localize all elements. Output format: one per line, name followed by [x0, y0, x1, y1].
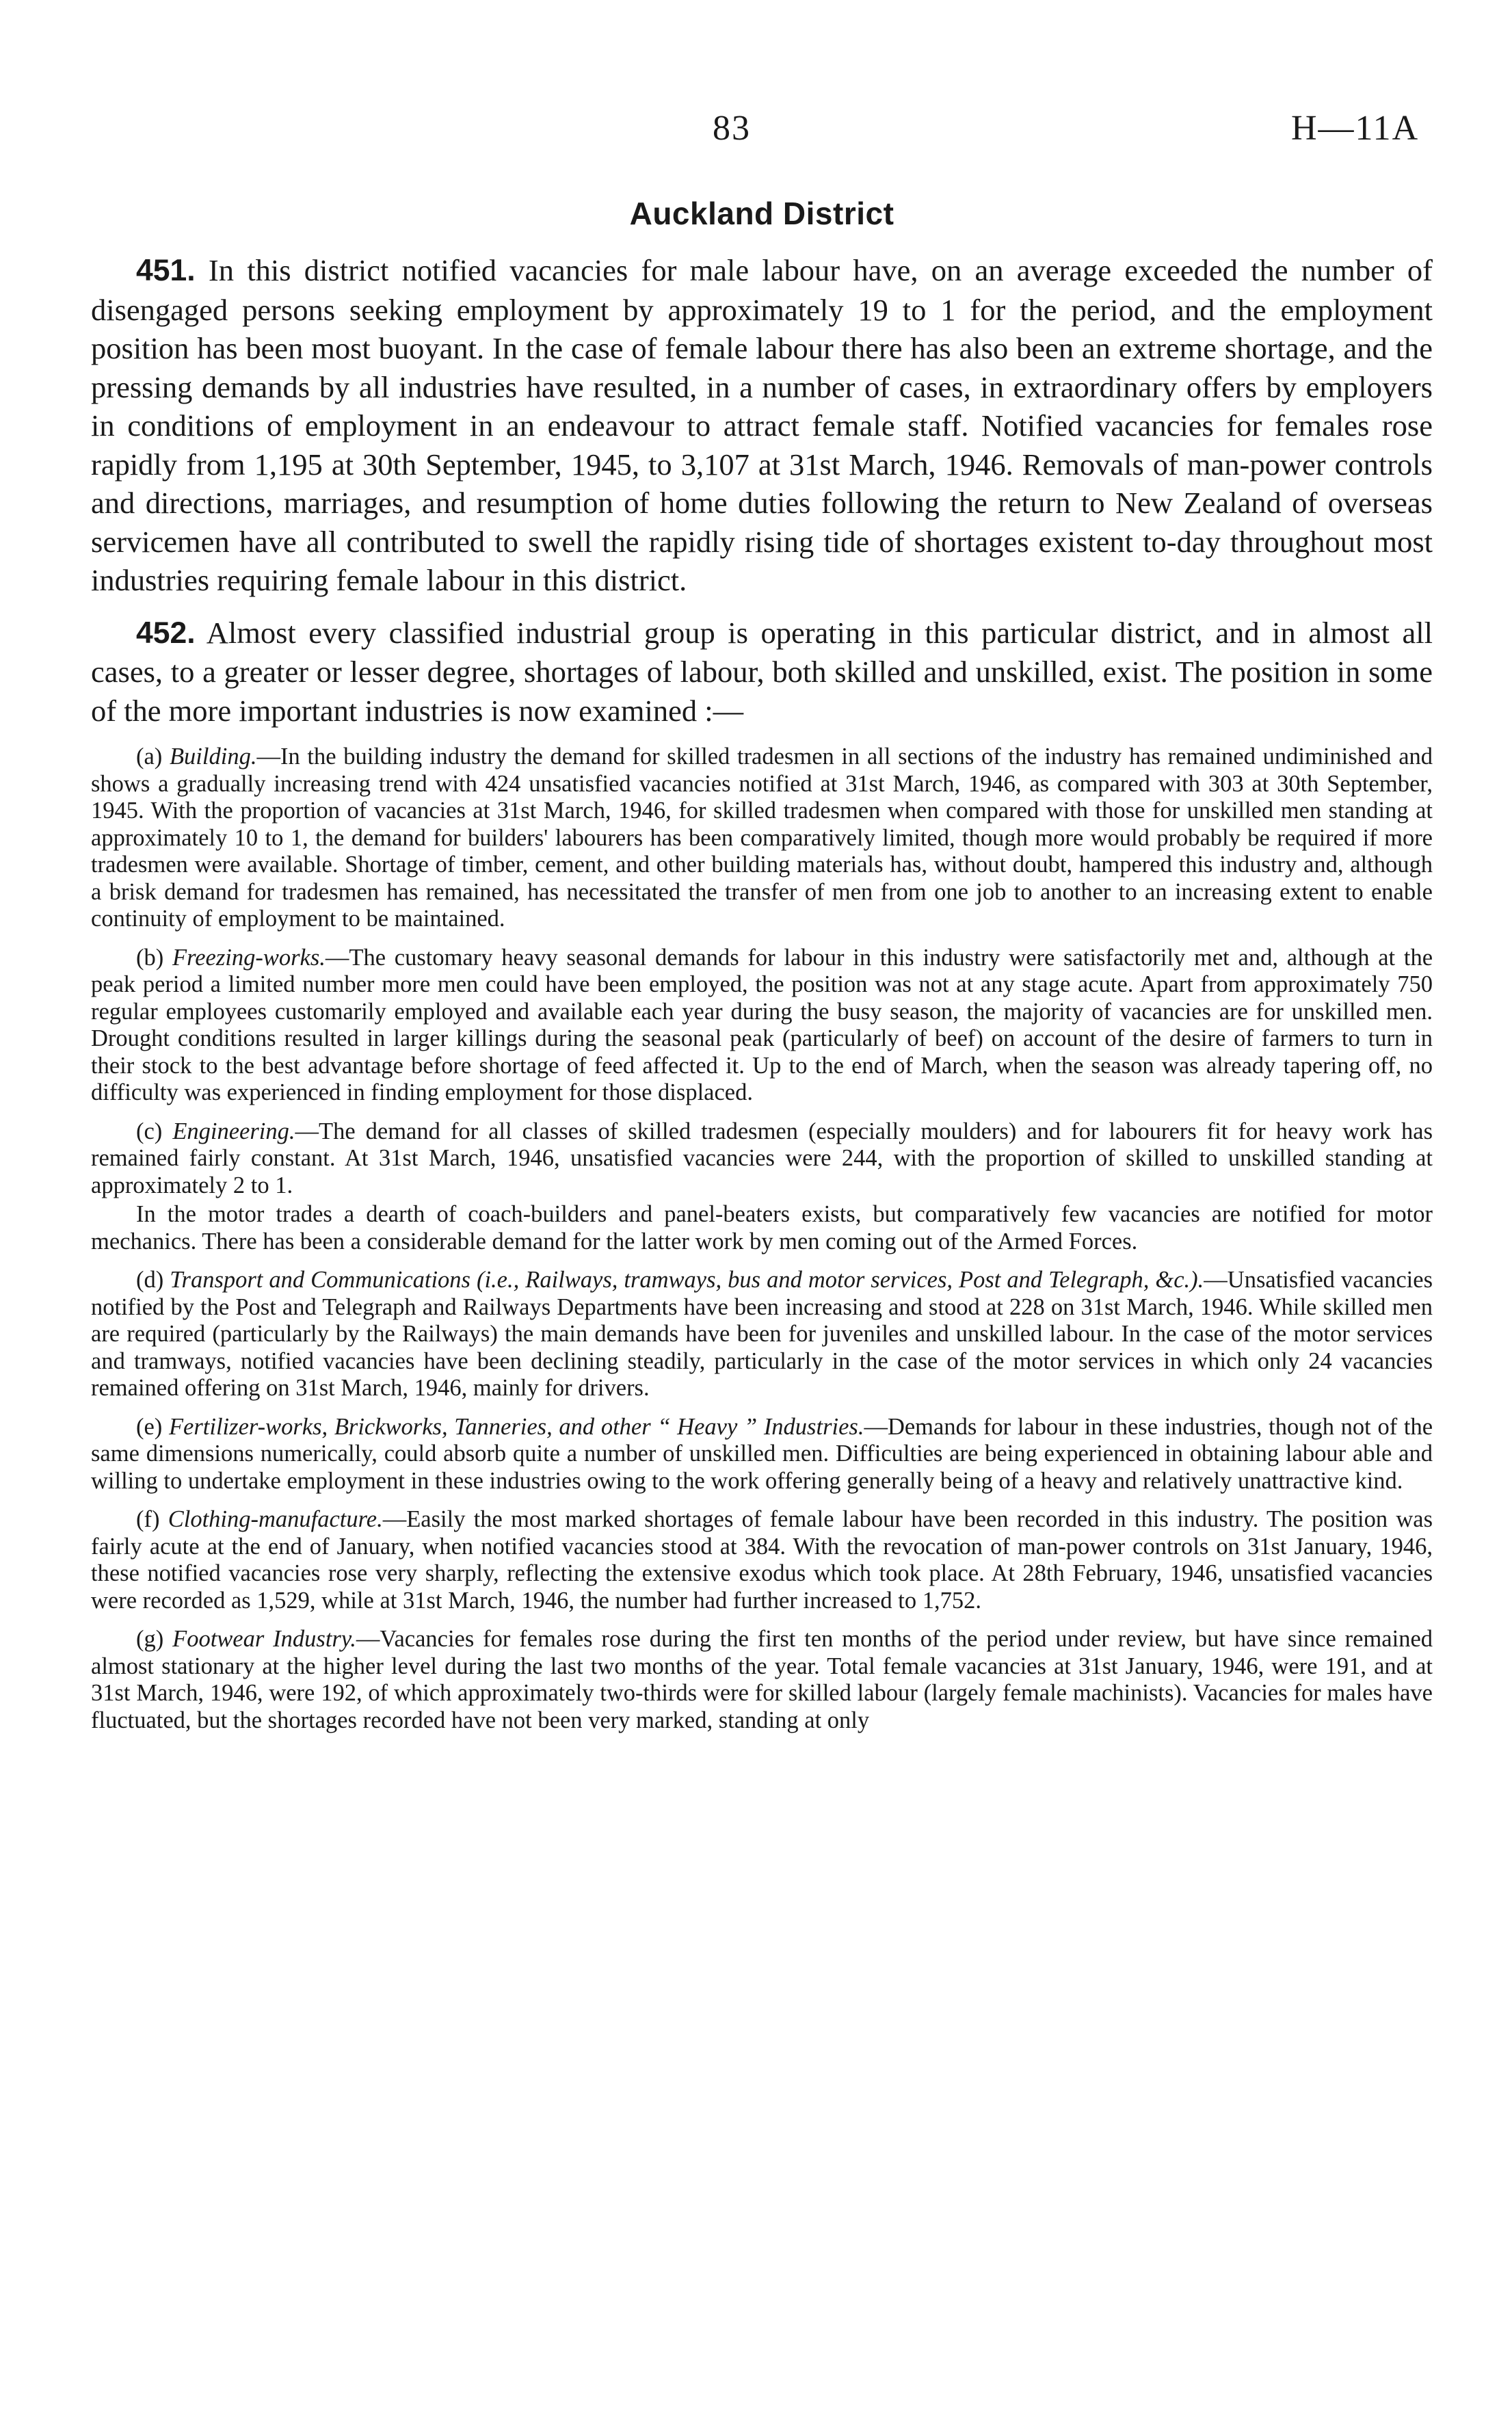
paragraph-number: 452. [136, 616, 196, 650]
subsection-text: —Unsatisfied vacancies notified by the Post and Telegraph and Railways Departments have been increasing and stood at 228 on 31st March, 1946. While skilled men are required (particularly by the Railways) the main demands have been for juveniles and unskilled labour. In the case of the motor services and tramways, notified vacancies have been declining steadily, particularly in the case of the motor services in which only 24 vacancies remained offering on 31st March, 1946, mainly for drivers. [91, 1267, 1433, 1401]
subsection-label: (e) [136, 1413, 163, 1440]
page-body [91, 195, 1433, 1746]
subsection-text: —Vacancies for females rose during the first ten months of the period under review, but have since remained almost stationary at the higher level during the last two months of the year. Total female vacancies at 31st January, 1946, were 191, and at 31st March, 1946, were 192, of which approximately two-thirds were for skilled labour (largely female machinists). Vacancies for males have fluctuated, but the shortages recorded have not been very marked, standing at only [91, 1626, 1433, 1733]
paragraph-text: Almost every classified industrial group is operating in this particular district, and in almost all cases, to a greater or lesser degree, shortages of labour, both skilled and unskilled, exist. The position in some of the more important industries is now examined :— [91, 615, 1433, 728]
subsection-engineering [91, 1118, 1433, 1200]
subsection-heading: Footwear Industry. [172, 1626, 356, 1652]
subsection-label: (c) [136, 1118, 163, 1144]
subsection-text: —In the building industry the demand for skilled tradesmen in all sections of the industry has remained undiminished and shows a gradually increasing trend with 424 unsatisfied vacancies notified at 31st March, 1946, as compared with 303 at 30th September, 1945. With the proportion of vacancies at 31st March, 1946, for skilled tradesmen when compared with those for unskilled men standing at approximately 10 to 1, the demand for builders' labourers has been comparatively limited, though more would probably be required if more tradesmen were available. Shortage of timber, cement, and other building materials has, without doubt, hampered this industry and, although a brisk demand for tradesmen has remained, has necessitated the transfer of men from one job to another to an increasing extent to enable continuity of employment to be maintained. [91, 744, 1433, 932]
document-code: H—11A [1291, 109, 1420, 148]
subsection-text: —Easily the most marked shortages of female labour have been recorded in this industry. The position was fairly acute at the end of January, when notified vacancies stood at 384. With the revocation of man-power controls on 31st January, 1946, these notified vacancies rose very sharply, reflecting the extensive exodus which took place. At 28th February, 1946, unsatisfied vacancies were recorded as 1,529, while at 31st March, 1946, the number had further increased to 1,752. [91, 1506, 1433, 1614]
subsection-label: (b) [136, 944, 164, 971]
subsection-heavy-industries [91, 1414, 1433, 1495]
subsection-building [91, 744, 1433, 933]
subsection-heading: Transport and Communications (i.e., Railways, tramways, bus and motor services, Post and Telegraph, &c.). [170, 1267, 1204, 1293]
subsection-footwear [91, 1626, 1433, 1734]
subsection-label: (a) [136, 744, 163, 770]
subsection-label: (f) [136, 1506, 160, 1532]
subsection-freezing-works [91, 945, 1433, 1107]
subsection-label: (d) [136, 1267, 164, 1293]
subsection-heading: Clothing-manufacture. [168, 1506, 383, 1532]
paragraph-text: In this district notified vacancies for male labour have, on an average exceeded the number of disengaged persons seeking employment by approximately 19 to 1 for the period, and the employment position has been most buoyant. In the case of female labour there has also been an extreme shortage, and the pressing demands by all industries have resulted, in a number of cases, in extraordinary offers by employers in conditions of employment in an endeavour to attract female staff. Notified vacancies for females rose rapidly from 1,195 at 30th September, 1945, to 3,107 at 31st March, 1946. Removals of man-power controls and directions, marriages, and resumption of home duties following the return to New Zealand of overseas servicemen have all contributed to swell the rapidly rising tide of shortages existent to-day throughout most industries requiring female labour in this district. [91, 253, 1433, 597]
section-title: Auckland District [629, 196, 894, 231]
subsection-text: —Demands for labour in these industries, though not of the same dimensions numerically, could absorb quite a number of unskilled men. Difficulties are being experienced in obtaining labour able and willing to undertake employment in these industries owing to the work offering generally being of a heavy and relatively unattractive kind. [91, 1413, 1433, 1494]
subsection-transport [91, 1267, 1433, 1402]
subsection-heading: Engineering. [172, 1118, 295, 1144]
subsection-clothing [91, 1506, 1433, 1614]
paragraph-number: 451. [136, 254, 196, 287]
paragraph-452 [91, 614, 1433, 731]
subsection-text: —The demand for all classes of skilled tradesmen (especially moulders) and for labourers fit for heavy work has remained fairly constant. At 31st March, 1946, unsatisfied vacancies were 244, with the proportion of skilled to unskilled standing at approximately 2 to 1. [91, 1118, 1433, 1198]
subsection-heading: Fertilizer-works, Brickworks, Tanneries, and other “ Heavy ” Industries. [168, 1413, 864, 1440]
subsection-engineering-continued: In the motor trades a dearth of coach-builders and panel-beaters exists, but comparatively few vacancies are notified for motor mechanics. There has been a considerable demand for the latter work by men coming out of the Armed Forces. [91, 1201, 1433, 1254]
paragraph-451 [91, 251, 1433, 600]
subsection-heading: Freezing-works. [172, 944, 326, 971]
subsection-heading: Building. [169, 744, 257, 770]
subsection-text: —The customary heavy seasonal demands for labour in this industry were satisfactorily met and, although at the peak period a limited number more men could have been employed, the position was not at any stage acute. Apart from approximately 750 regular employees customarily employed and available each year during the busy season, the majority of vacancies are for unskilled men. Drought conditions resulted in larger killings during the seasonal peak (particularly of beef) on account of the desire of farmers to turn in their stock to the best advantage before shortage of feed affected it. Up to the end of March, when the season was already tapering off, no difficulty was experienced in finding employment for those displaced. [91, 944, 1433, 1105]
page-number: 83 [713, 109, 751, 148]
subsection-label: (g) [136, 1626, 164, 1652]
